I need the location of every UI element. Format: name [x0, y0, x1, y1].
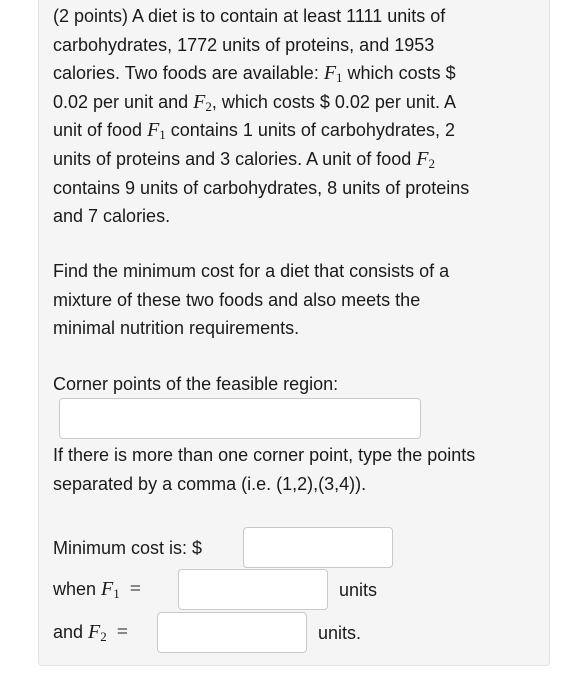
- problem-statement: [53, 2, 543, 231]
- f2-units-label: units.: [318, 623, 362, 643]
- question-card: [38, 0, 550, 666]
- problem-line: [53, 88, 543, 117]
- equals-sign: =: [116, 621, 129, 643]
- corner-points-input[interactable]: [59, 398, 421, 439]
- problem-text: units of proteins and 3 calories. A unit of food: [53, 148, 417, 169]
- f1-units-label: units: [339, 580, 378, 600]
- problem-text: , which costs $ 0.02 per unit. A: [211, 91, 456, 112]
- food-f2-symbol: $F_2$: [193, 90, 212, 114]
- minimum-cost-label: Minimum cost is: $: [53, 538, 203, 558]
- food-f2-symbol: $F_2$: [88, 621, 107, 644]
- hint-line: If there is more than one corner point, type the points: [53, 445, 476, 465]
- problem-line: [53, 116, 543, 145]
- equals-sign: =: [129, 578, 142, 600]
- f2-units-input[interactable]: [157, 612, 307, 653]
- f2-label: and $F_2$ =: [53, 621, 129, 644]
- problem-line: contains 9 units of carbohydrates, 8 units of proteins: [53, 177, 470, 198]
- food-f1-symbol: $F_1$: [101, 578, 120, 601]
- corner-points-label: Corner points of the feasible region:: [53, 374, 339, 394]
- problem-line: (2 points) A diet is to contain at least 1111 units of: [53, 6, 446, 26]
- problem-text: unit of food: [53, 120, 148, 141]
- question-text: [53, 257, 543, 343]
- corner-points-hint: [53, 441, 543, 498]
- question-line: Find the minimum cost for a diet that consists of a: [53, 261, 450, 281]
- f1-label: when $F_1$ =: [53, 578, 142, 601]
- problem-text: calories. Two foods are available:: [53, 63, 324, 84]
- question-line: minimal nutrition requirements.: [53, 318, 300, 339]
- problem-line: [53, 59, 543, 88]
- problem-text: 0.02 per unit and: [53, 91, 194, 112]
- hint-line: separated by a comma (i.e. (1,2),(3,4)).: [53, 473, 367, 494]
- food-f1-symbol: $F_1$: [323, 62, 343, 86]
- problem-text: which costs $: [342, 63, 456, 84]
- problem-line: [53, 145, 543, 174]
- problem-text: contains 1 units of carbohydrates, 2: [165, 120, 455, 141]
- minimum-cost-input[interactable]: [243, 527, 393, 568]
- question-line: mixture of these two foods and also meets the: [53, 289, 421, 310]
- problem-line: and 7 calories.: [53, 206, 171, 227]
- food-f1-symbol: $F_1$: [147, 119, 166, 143]
- food-f2-symbol: $F_2$: [416, 147, 435, 171]
- f1-units-input[interactable]: [178, 569, 328, 610]
- problem-line: carbohydrates, 1772 units of proteins, and 1953: [53, 34, 435, 55]
